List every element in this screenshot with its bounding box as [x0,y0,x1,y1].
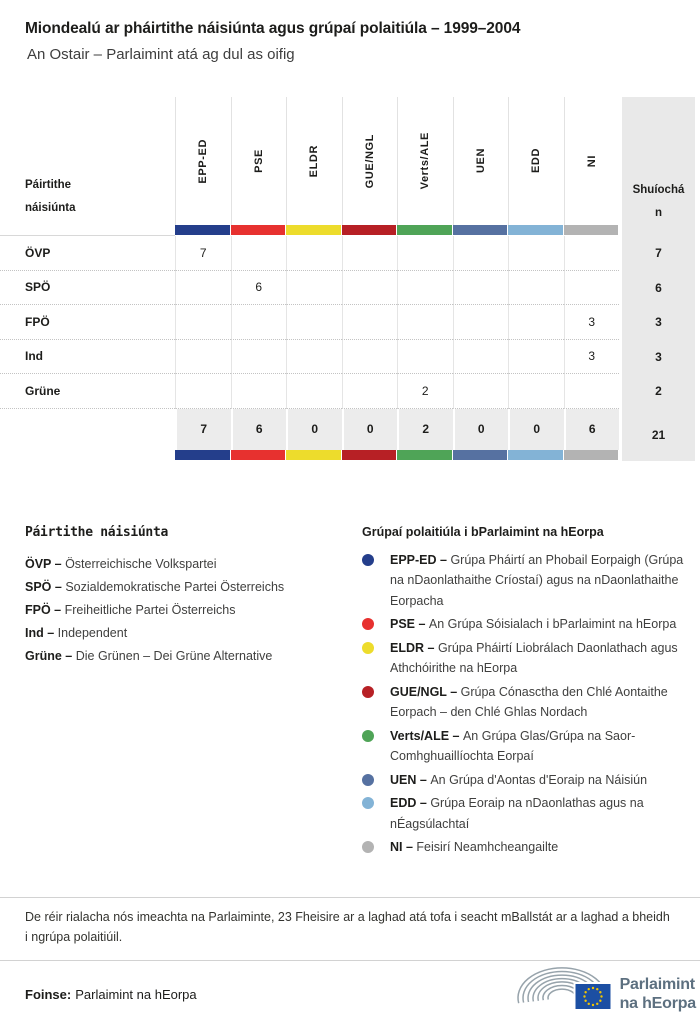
source-label: Foinse: [25,987,72,1003]
group-legend-text [390,726,690,767]
party-abbr: ÖVP [25,556,52,571]
ep-logo [512,966,696,1024]
political-groups-list [362,550,690,858]
logo-text-line1: Parlaimint [619,975,695,993]
separator-dash: – [61,648,76,663]
group-abbr: EPP-ED [390,552,437,567]
separator-dash: – [51,579,66,594]
group-abbr: GUE/NGL [390,684,447,699]
seat-value-cell [342,305,398,340]
party-full-name: Die Grünen – Dei Grüne Alternative [75,648,273,663]
group-legend-text [390,793,690,834]
separator-dash: – [436,552,451,567]
legend-color-dot [362,730,374,742]
seats-column-header [619,97,695,236]
party-abbr: FPÖ [25,602,51,617]
group-legend-text [390,614,690,635]
legend-color-dot [362,774,374,786]
seat-value-cell [286,271,342,306]
party-name-cell: FPÖ [0,305,175,340]
group-column-label: Verts/ALE [419,132,432,190]
group-color-bar [231,225,286,235]
party-full-name: Freiheitliche Partei Österreichs [64,602,236,617]
separator-dash: – [446,684,461,699]
legend-color-dot [362,797,374,809]
party-legend-item [25,553,362,576]
group-color-bar [397,225,452,235]
group-description: Grúpa Pháirtí Liobrálach Daonlathach agus Athchóirithe na hEorpa [390,640,678,675]
group-column-header [231,97,287,225]
seat-value-cell: 2 [397,374,453,409]
group-abbr: PSE [390,617,416,631]
column-total-cell: 6 [231,409,287,450]
group-column-label: NI [585,154,598,168]
separator-dash: – [415,617,429,631]
group-legend-text [390,682,690,723]
group-column-header [286,97,342,225]
group-color-bar [508,450,563,460]
party-legend-item [25,599,362,622]
group-legend-item [362,726,690,767]
group-color-bar [453,225,508,235]
seat-value-cell [231,305,287,340]
seats-table [0,97,695,461]
legend-color-dot [362,686,374,698]
seat-value-cell [397,340,453,375]
group-legend-item [362,614,690,635]
seat-value-cell [453,374,509,409]
seat-value-cell [342,236,398,271]
row-total-cell: 2 [619,374,695,409]
group-description: An Grúpa Glas/Grúpa na Saor-Comhghuaillíochta Eorpaí [390,728,636,763]
separator-dash: – [50,602,65,617]
group-legend-item [362,837,690,858]
seat-value-cell [342,340,398,375]
row-total-cell: 3 [619,340,695,375]
seat-value-cell [175,305,231,340]
group-legend-item [362,550,690,612]
seat-value-cell [453,305,509,340]
seat-value-cell [397,305,453,340]
party-name-cell: Grüne [0,374,175,409]
legend-color-dot [362,618,374,630]
seat-value-cell [286,374,342,409]
group-column-label: UEN [474,148,487,174]
footnote: De réir rialacha nós imeachta na Parlaiminte, 23 Fheisire ar a laghad atá tofa i seacht mBallstát ar a laghad a bheidh i ngrúpa polaitiúil. [25,909,670,945]
column-total-cell: 0 [453,409,509,450]
group-column-header [342,97,398,225]
footer-row [0,965,700,1023]
column-total-cell: 0 [286,409,342,450]
seat-value-cell [342,374,398,409]
page-title: Miondealú ar pháirtithe náisiúnta agus grúpaí polaitiúla – 1999–2004 [25,20,521,37]
seat-value-cell [397,236,453,271]
column-total-cell: 6 [564,409,620,450]
seat-value-cell [231,374,287,409]
source-line [25,987,197,1002]
seat-value-cell [231,340,287,375]
party-full-name: Österreichische Volkspartei [65,556,217,571]
seat-value-cell [508,271,564,306]
seat-value-cell [564,236,620,271]
national-parties-list [25,553,362,668]
group-color-bar [342,450,397,460]
party-abbr: Ind [25,625,44,640]
party-name-cell: ÖVP [0,236,175,271]
group-legend-text [390,550,690,612]
party-abbr: Grüne [25,648,62,663]
column-total-cell: 0 [508,409,564,450]
political-groups-legend-title: Grúpaí polaitiúla i bParlaimint na hEorpa [362,524,604,539]
table-row-header-text: Páirtithe náisiúnta [25,178,76,215]
legend-section [0,525,700,861]
seat-value-cell [175,340,231,375]
group-legend-item [362,793,690,834]
seat-value-cell [453,271,509,306]
grand-total-cell: 21 [619,409,695,461]
group-legend-item [362,770,690,791]
group-color-bar [175,225,230,235]
seat-value-cell [508,340,564,375]
group-description: Feisirí Neamhcheangailte [416,840,559,854]
national-parties-legend [25,525,362,861]
group-legend-text [390,837,690,858]
seats-column-label: Shuíochán [632,184,685,219]
group-abbr: EDD [390,796,417,810]
row-total-cell: 3 [619,305,695,340]
group-color-bar [453,450,508,460]
group-column-header [564,97,620,225]
group-color-bar [342,225,397,235]
logo-text-line2: na hEorpa [619,994,696,1012]
group-abbr: NI [390,840,403,854]
divider [0,960,700,961]
separator-dash: – [449,728,463,743]
seat-value-cell [286,305,342,340]
group-column-header [397,97,453,225]
group-column-header [508,97,564,225]
seat-value-cell: 3 [564,340,620,375]
group-description: Grúpa Cónasctha den Chlé Aontaithe Eorpach – den Chlé Ghlas Nordach [390,684,668,719]
seat-value-cell [175,271,231,306]
seat-value-cell: 7 [175,236,231,271]
group-column-label: EPP-ED [197,138,210,184]
group-column-label: EDD [530,148,543,174]
column-total-cell: 7 [175,409,231,450]
group-abbr: UEN [390,772,417,787]
seat-value-cell [175,374,231,409]
group-color-bar [508,225,563,235]
seat-value-cell [564,271,620,306]
national-parties-legend-title: Páirtithe náisiúnta [25,524,169,540]
seat-value-cell: 3 [564,305,620,340]
seat-value-cell [508,305,564,340]
separator-dash: – [416,772,431,787]
table-row-header-label [0,97,175,236]
party-name-cell: Ind [0,340,175,375]
seat-value-cell [342,271,398,306]
seat-value-cell [397,271,453,306]
party-full-name: Independent [57,625,128,640]
hemicycle-icon [512,966,614,1024]
group-abbr: Verts/ALE [390,728,450,743]
legend-color-dot [362,642,374,654]
separator-dash: – [51,556,66,571]
source-value: Parlaimint na hEorpa [75,987,197,1003]
seat-value-cell [286,340,342,375]
group-column-header [175,97,231,225]
column-total-cell: 0 [342,409,398,450]
party-legend-item [25,576,362,599]
group-color-bar [286,450,341,460]
group-column-label: GUE/NGL [363,133,376,189]
separator-dash: – [416,796,431,810]
group-color-bar [564,225,619,235]
group-column-label: ELDR [308,144,321,178]
group-abbr: ELDR [390,640,425,655]
group-column-label: PSE [252,149,265,173]
legend-color-dot [362,554,374,566]
group-description: Grúpa Pháirtí an Phobail Eorpaigh (Grúpa na nDaonlathaithe Críostaí) agus na nDaonlathaithe Eorpacha [390,552,684,608]
group-color-bar [231,450,286,460]
seat-value-cell [564,374,620,409]
group-color-bar [397,450,452,460]
group-color-bar [286,225,341,235]
group-legend-item [362,682,690,723]
legend-color-dot [362,841,374,853]
seat-value-cell: 6 [231,271,287,306]
group-description: An Grúpa Sóisialach i bParlaimint na hEorpa [428,617,677,631]
group-column-header [453,97,509,225]
group-legend-text [390,770,690,791]
group-color-bar [175,450,230,460]
political-groups-legend [362,525,700,861]
seat-value-cell [286,236,342,271]
group-color-bar [564,450,619,460]
seat-value-cell [508,236,564,271]
separator-dash: – [402,840,417,854]
group-description: Grúpa Eoraip na nDaonlathas agus na nÉagsúlachtaí [390,796,644,831]
seat-value-cell [453,340,509,375]
row-total-cell: 6 [619,271,695,306]
group-legend-text [390,638,690,679]
party-name-cell: SPÖ [0,271,175,306]
group-description: An Grúpa d'Aontas d'Eoraip na Náisiún [430,772,648,787]
seat-value-cell [508,374,564,409]
row-total-cell: 7 [619,236,695,271]
eu-flag-icon [574,983,611,1010]
party-legend-item [25,645,362,668]
separator-dash: – [424,640,438,655]
seat-value-cell [453,236,509,271]
page-subtitle: An Ostair – Parlaimint atá ag dul as oifig [27,46,295,63]
party-legend-item [25,622,362,645]
party-abbr: SPÖ [25,579,52,594]
logo-text [620,976,696,1014]
party-full-name: Sozialdemokratische Partei Österreichs [65,579,285,594]
seat-value-cell [231,236,287,271]
column-total-cell: 2 [397,409,453,450]
separator-dash: – [43,625,58,640]
group-legend-item [362,638,690,679]
